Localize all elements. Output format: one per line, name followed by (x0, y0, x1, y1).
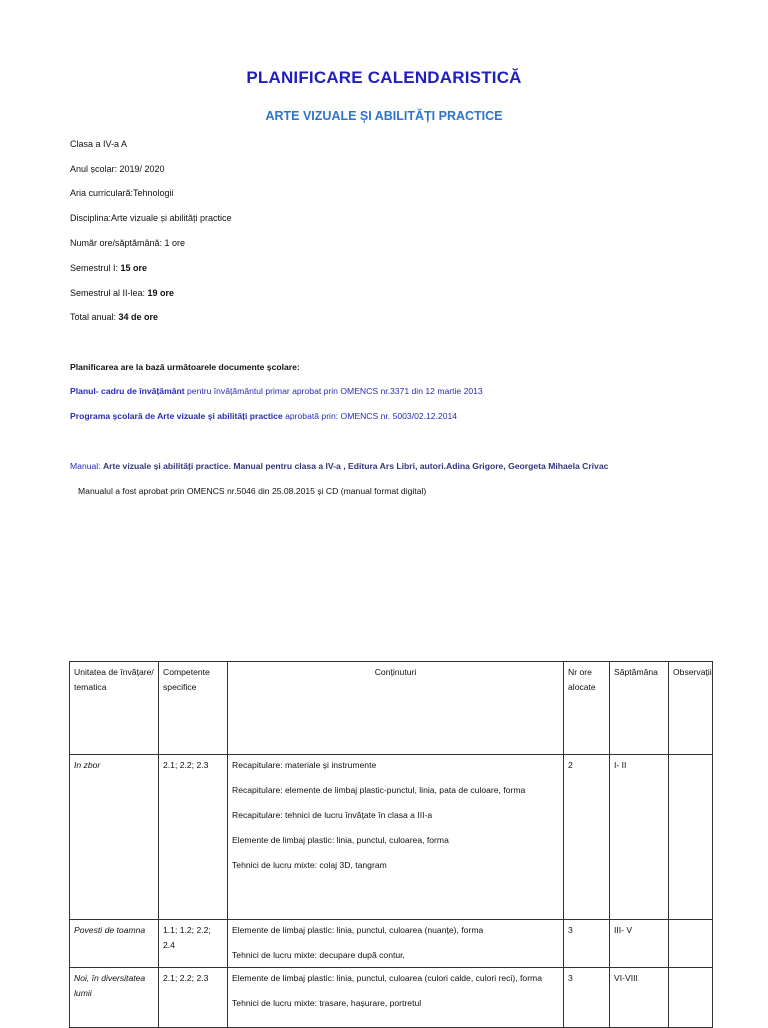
header-continuturi: Conținuturi (228, 662, 564, 755)
plan-title: Planul- cadru de învățământ (70, 386, 185, 396)
table-row (70, 755, 713, 920)
header-unit: Unitatea de învățare/ tematica (70, 662, 159, 755)
row-competente: 2.1; 2.2; 2.3 (159, 968, 228, 1028)
row-competente: 1.1; 1.2; 2.2; 2.4 (159, 920, 228, 968)
row-unit: In zbor (70, 755, 159, 920)
info-disciplina: Disciplina:Arte vizuale și abilități practice (70, 213, 232, 223)
info-ore-saptamana: Număr ore/săptămână: 1 ore (70, 238, 186, 248)
row-saptamana: VI-VIII (610, 968, 669, 1028)
row-continuturi (228, 920, 564, 968)
info-an-scolar: Anul școlar: 2019/ 2020 (70, 164, 165, 174)
info-total (70, 312, 158, 322)
manual-approval: Manualul a fost aprobat prin OMENCS nr.5046 din 25.08.2015 și CD (manual format digital) (78, 486, 427, 496)
page-subtitle: ARTE VIZUALE ȘI ABILITĂȚI PRACTICE (265, 109, 503, 123)
header-saptamana: Săptămâna (610, 662, 669, 755)
semestrul-2-value: 19 ore (147, 288, 175, 298)
table-row (70, 920, 713, 968)
row-continuturi (228, 755, 564, 920)
row-observatii (669, 920, 713, 968)
info-semestrul-1 (70, 263, 147, 273)
content-item: Elemente de limbaj plastic: linia, punctul, culoarea (culori calde, culori reci), forma (232, 973, 542, 983)
plan-details: pentru învățământul primar aprobat prin OMENCS nr.3371 din 12 martie 2013 (184, 386, 483, 396)
table-row (70, 968, 713, 1028)
row-saptamana: I- II (610, 755, 669, 920)
info-aria: Aria curriculară:Tehnologii (70, 188, 174, 198)
row-observatii (669, 968, 713, 1028)
row-unit: Povesti de toamna (70, 920, 159, 968)
documents-programa (70, 411, 457, 421)
manual-text: Arte vizuale și abilități practice. Manual pentru clasa a IV-a , Editura Ars Libri, autori.Adina Grigore, Georgeta Mihaela Crivac (102, 461, 609, 471)
documents-plan (70, 386, 483, 396)
row-nr-ore: 3 (564, 968, 610, 1028)
info-clasa: Clasa a IV-a A (70, 139, 128, 149)
programa-title: Programa școlară de Arte vizuale și abilități practice (70, 411, 283, 421)
info-semestrul-2 (70, 288, 174, 298)
content-item: Elemente de limbaj plastic: linia, punctul, culoarea (nuanțe), forma (232, 925, 484, 935)
planning-table (69, 661, 713, 1028)
row-observatii (669, 755, 713, 920)
manual-label: Manual: (70, 461, 103, 471)
page-title: PLANIFICARE CALENDARISTICĂ (246, 68, 522, 87)
header-nr-ore: Nr ore alocate (564, 662, 610, 755)
semestrul-1-value: 15 ore (120, 263, 148, 273)
row-competente: 2.1; 2.2; 2.3 (159, 755, 228, 920)
semestrul-1-label: Semestrul I: (70, 263, 121, 273)
total-value: 34 de ore (118, 312, 159, 322)
content-item: Recapitulare: tehnici de lucru învățate în clasa a III-a (232, 810, 433, 820)
content-item: Tehnici de lucru mixte: colaj 3D, tangram (232, 860, 387, 870)
documents-manual (70, 461, 608, 471)
row-nr-ore: 2 (564, 755, 610, 920)
documents-intro: Planificarea are la bază următoarele documente școlare: (70, 362, 300, 372)
semestrul-2-label: Semestrul al II-lea: (70, 288, 148, 298)
total-label: Total anual: (70, 312, 119, 322)
content-item: Recapitulare: elemente de limbaj plastic-punctul, linia, pata de culoare, forma (232, 785, 526, 795)
header-observatii: Observații (669, 662, 713, 755)
row-nr-ore: 3 (564, 920, 610, 968)
table-header-row (70, 662, 713, 755)
header-competente: Competente specifice (159, 662, 228, 755)
content-item: Tehnici de lucru mixte: trasare, hașurare, portretul (232, 998, 422, 1008)
row-continuturi (228, 968, 564, 1028)
content-item: Elemente de limbaj plastic: linia, punctul, culoarea, forma (232, 835, 449, 845)
row-unit: Noi, în diversitatea lumii (70, 968, 159, 1028)
content-item: Tehnici de lucru mixte: decupare după contur, (232, 950, 405, 960)
row-saptamana: III- V (610, 920, 669, 968)
content-item: Recapitulare: materiale și instrumente (232, 760, 377, 770)
programa-details: aprobată prin: OMENCS nr. 5003/02.12.2014 (282, 411, 458, 421)
